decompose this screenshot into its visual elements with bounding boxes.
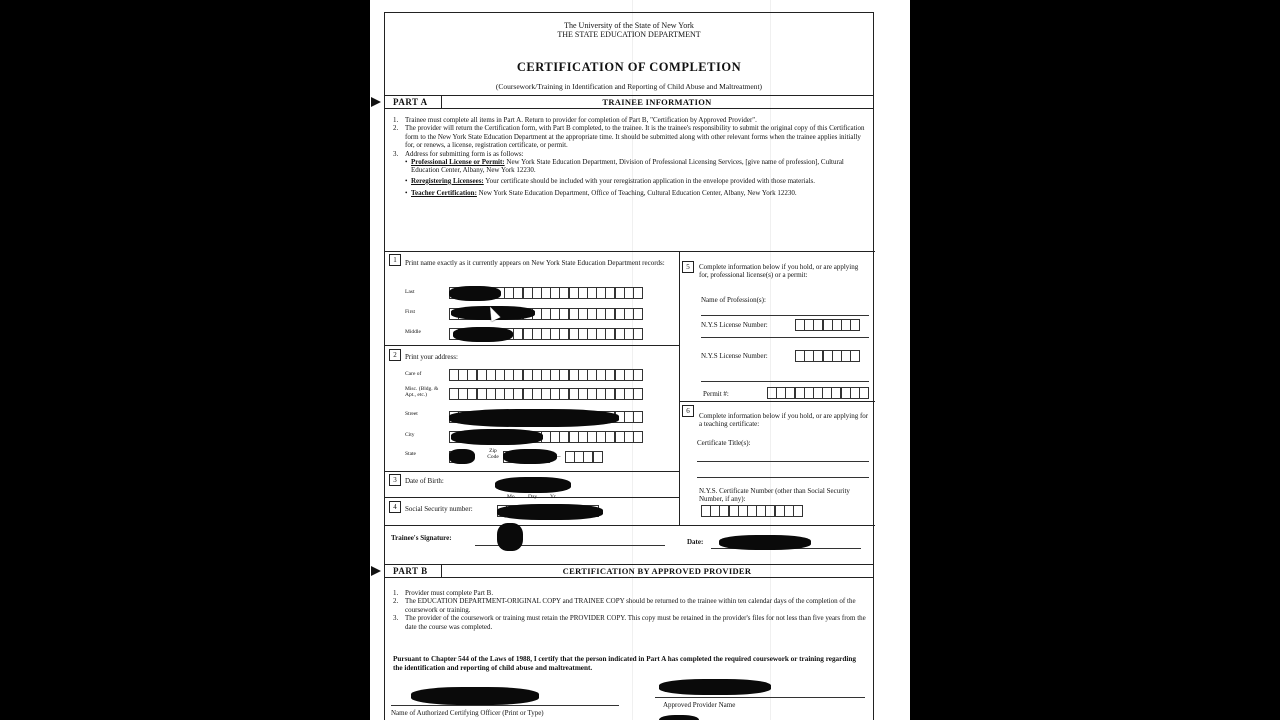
misc-field[interactable] (449, 388, 642, 400)
middle-name-label: Middle (405, 329, 421, 335)
pursuant-statement: Pursuant to Chapter 544 of the Laws of 1988, I certify that the person indicated in Part A has completed the required coursework or training regarding the identification and reporting of child abuse and maltreatment. (393, 655, 856, 672)
part-a-heading: TRAINEE INFORMATION (602, 97, 712, 107)
university-name: The University of the State of New York (564, 21, 694, 30)
certificate-number-field[interactable] (701, 505, 802, 517)
first-name-label: First (405, 309, 416, 315)
redaction-street (449, 409, 619, 427)
section-3-label: Date of Birth: (405, 477, 444, 485)
year-label: Yr. (550, 494, 557, 500)
certificate-page (370, 0, 910, 720)
zip-plus4-field[interactable] (565, 451, 602, 463)
profession-label: Name of Profession(s): (701, 296, 766, 304)
redaction-birthdate (495, 477, 571, 493)
department-name: THE STATE EDUCATION DEPARTMENT (557, 30, 701, 39)
certificate-subtitle: (Coursework/Training in Identification and Reporting of Child Abuse and Maltreatment) (495, 82, 763, 91)
redaction-state (449, 449, 475, 464)
part-b-item-3: The provider of the coursework or training must retain the PROVIDER COPY. This copy must be retained in the provider's files for not less than five years from the date the course was completed. (405, 614, 866, 631)
form-frame: The University of the State of New York THE STATE EDUCATION DEPARTMENT CERTIFICATION OF COMPLETION (Coursework/Training in Identification and Reporting of Child Abuse and Maltreatment) PART A TRAINEE INFORMATION 1. Trainee must complete all items in Part A. Return to provider for completion of Part B, "Certification by Approved Provider". 2. The provider will return the Certification form, with Part B completed, to the trainee. It is the trainee's responsibility to submit the original copy of this Certification form to the New York State Education Department at the appropriate time. It should be submitted along with other relevant forms when the trainee applies initially for, or renews, a license, registration certificate, or permit. 3. Address for submitting form is as follows: • Professional License or Permit: New York State Education Department, Division of Professional Licensing Services, [give name of profession], Cultural Education Center, Albany, New York 12230. • Reregistering Licensees: Your certificate should be included with your reregistration application in the envelope provided with those materials. • Teacher Certification: New York State Education Department, Office of Teaching, Cultural Education Center, Albany, New York 12230. 1 Print name exactly as it currently appears on New York State Education Department records: Last First Middle 2 Print your address: Care of Misc. (Bldg. & Apt., etc.) Street City State Zip Code – 3 Date of Birth: Mo. Day Yr. 4 Social Security number: 5 Complete information below if you hold, or are applying for, professional license(s) or a permit: Name of Profession(s): N.Y.S License Number: N.Y.S License Number: Permit #: 6 Complete information below if you hold, or are applying for a teaching certificate: Certificate Title(s): N.Y.S. Certificate Number (other than Social Security Number, if any): Trainee's Signature: Date: PART B CERTIFICATION BY APPROVED PROVIDER 1. Provider must complete Part B. 2. The EDUCATION DEPARTMENT-ORIGINAL COPY and TRAINEE COPY should be returned to the trainee within ten calendar days of the completion of the coursework or training. 3. The provider of the coursework or training must retain the PROVIDER COPY. This copy must be retained in the provider's files for not less than five years from the date the course was completed. Pursuant to Chapter 544 of the Laws of 1988, I certify that the person indicated in Part A has completed the required coursework or training regarding the identification and reporting of child abuse and maltreatment. Name of Authorized Certifying Officer (Print or Type) Approved Provider Name (384, 12, 874, 720)
city-label: City (405, 432, 415, 438)
arrow-right-icon (371, 97, 381, 107)
redaction-ssn (497, 504, 603, 520)
part-b-bar (385, 564, 873, 578)
redaction-provider-bottom (659, 715, 699, 720)
date-label: Date: (687, 538, 704, 546)
permit-field[interactable] (767, 387, 868, 399)
bullet-2-text: Your certificate should be included with your reregistration application in the envelope provided with those materials. (485, 176, 816, 185)
instruction-3: Address for submitting form is as follows: (405, 149, 524, 158)
part-a-instructions: 1. Trainee must complete all items in Part A. Return to provider for completion of Part B, "Certification by Approved Provider". 2. The provider will return the Certification form, with Part B completed, to the trainee. It is the trainee's responsibility to submit the original copy of this Certification form to the New York State Education Department at the appropriate time. It should be submitted along with other relevant forms when the trainee applies initially for, or renews, a license, registration certificate, or permit. 3. Address for submitting form is as follows: • Professional License or Permit: New York State Education Department, Division of Professional Licensing Services, [give name of profession], Cultural Education Center, Albany, New York 12230. • Reregistering Licensees: Your certificate should be included with your reregistration application in the envelope provided with those materials. • Teacher Certification: New York State Education Department, Office of Teaching, Cultural Education Center, Albany, New York 12230. (393, 116, 867, 198)
bullet-3-text: New York State Education Department, Office of Teaching, Cultural Education Center, Albany, New York 12230. (478, 189, 797, 198)
redaction-city (451, 429, 543, 445)
street-label: Street (405, 411, 418, 417)
section-6-label: Complete information below if you hold, or are applying for a teaching certificate: (699, 412, 869, 428)
day-label: Day (528, 494, 538, 500)
section-1-number: 1 (389, 254, 401, 266)
redaction-provider-name (659, 679, 771, 695)
section-3-number: 3 (389, 474, 401, 486)
license-number-1-label: N.Y.S License Number: (701, 321, 768, 329)
state-label: State (405, 451, 416, 457)
license-number-2-label: N.Y.S License Number: (701, 352, 768, 360)
bullet-2-label: Reregistering Licensees: (411, 176, 484, 185)
header (385, 21, 873, 39)
certificate-number-label: N.Y.S. Certificate Number (other than Social Security Number, if any): (699, 487, 850, 503)
care-of-field[interactable] (449, 369, 642, 381)
instruction-1: Trainee must complete all items in Part A. Return to provider for completion of Part B, "Certification by Approved Provider". (405, 116, 757, 124)
instruction-2: The provider will return the Certification form, with Part B completed, to the trainee. It is the trainee's responsibility to submit the original copy of this Certification form to the New York State Education Department at the appropriate time. It should be submitted along with other relevant forms when the trainee applies initially for, or renews, a license, registration certificate, or permit. (405, 124, 865, 150)
trainee-signature-label: Trainee's Signature: (391, 534, 452, 542)
section-2-label: Print your address: (405, 353, 458, 361)
arrow-right-icon (371, 566, 381, 576)
provider-name-label: Approved Provider Name (663, 701, 736, 709)
part-b-heading: CERTIFICATION BY APPROVED PROVIDER (562, 566, 752, 576)
redaction-zip (503, 449, 557, 464)
section-4-label: Social Security number: (405, 505, 473, 513)
part-a-label: PART A (393, 97, 428, 107)
misc-label: Misc. (Bldg. & Apt., etc.) (405, 386, 439, 398)
section-4-number: 4 (389, 501, 401, 513)
zip-label: Zip Code (487, 448, 499, 460)
month-label: Mo. (507, 494, 517, 500)
redaction-officer-name (411, 687, 539, 705)
section-6-number: 6 (682, 405, 694, 417)
permit-label: Permit #: (703, 390, 729, 398)
part-b-instructions: 1. Provider must complete Part B. 2. The EDUCATION DEPARTMENT-ORIGINAL COPY and TRAINEE COPY should be returned to the trainee within ten calendar days of the completion of the coursework or training. 3. The provider of the coursework or training must retain the PROVIDER COPY. This copy must be retained in the provider's files for not less than five years from the date the course was completed. (393, 589, 866, 631)
section-5-label: Complete information below if you hold, or are applying for, professional license(s) or a permit: (699, 263, 859, 279)
section-5-number: 5 (682, 261, 694, 273)
part-b-label: PART B (393, 566, 428, 576)
section-1-label: Print name exactly as it currently appears on New York State Education Department records: (405, 259, 665, 267)
redaction-date (719, 535, 811, 550)
part-a-bar (385, 95, 873, 109)
bullet-1-label: Professional License or Permit: (411, 158, 505, 167)
section-2-number: 2 (389, 349, 401, 361)
redaction-last-name (449, 286, 501, 301)
license-number-2-field[interactable] (795, 350, 859, 362)
bullet-1-text: New York State Education Department, Division of Professional Licensing Services, [give name of profession], Cultural Education Center, Albany, New York 12230. (411, 158, 844, 175)
certificate-title: CERTIFICATION OF COMPLETION (516, 60, 742, 74)
part-b-item-2: The EDUCATION DEPARTMENT-ORIGINAL COPY and TRAINEE COPY should be returned to the trainee within ten calendar days of the completion of the coursework or training. (405, 597, 856, 614)
part-b-item-1: Provider must complete Part B. (405, 589, 494, 597)
license-number-1-field[interactable] (795, 319, 859, 331)
care-of-label: Care of (405, 371, 422, 377)
bullet-3-label: Teacher Certification: (411, 189, 477, 198)
certificate-title-label: Certificate Title(s): (697, 439, 751, 447)
redaction-signature (497, 523, 523, 551)
redaction-middle-name (453, 327, 513, 342)
last-name-label: Last (405, 289, 415, 295)
officer-name-label: Name of Authorized Certifying Officer (Print or Type) (391, 709, 544, 717)
